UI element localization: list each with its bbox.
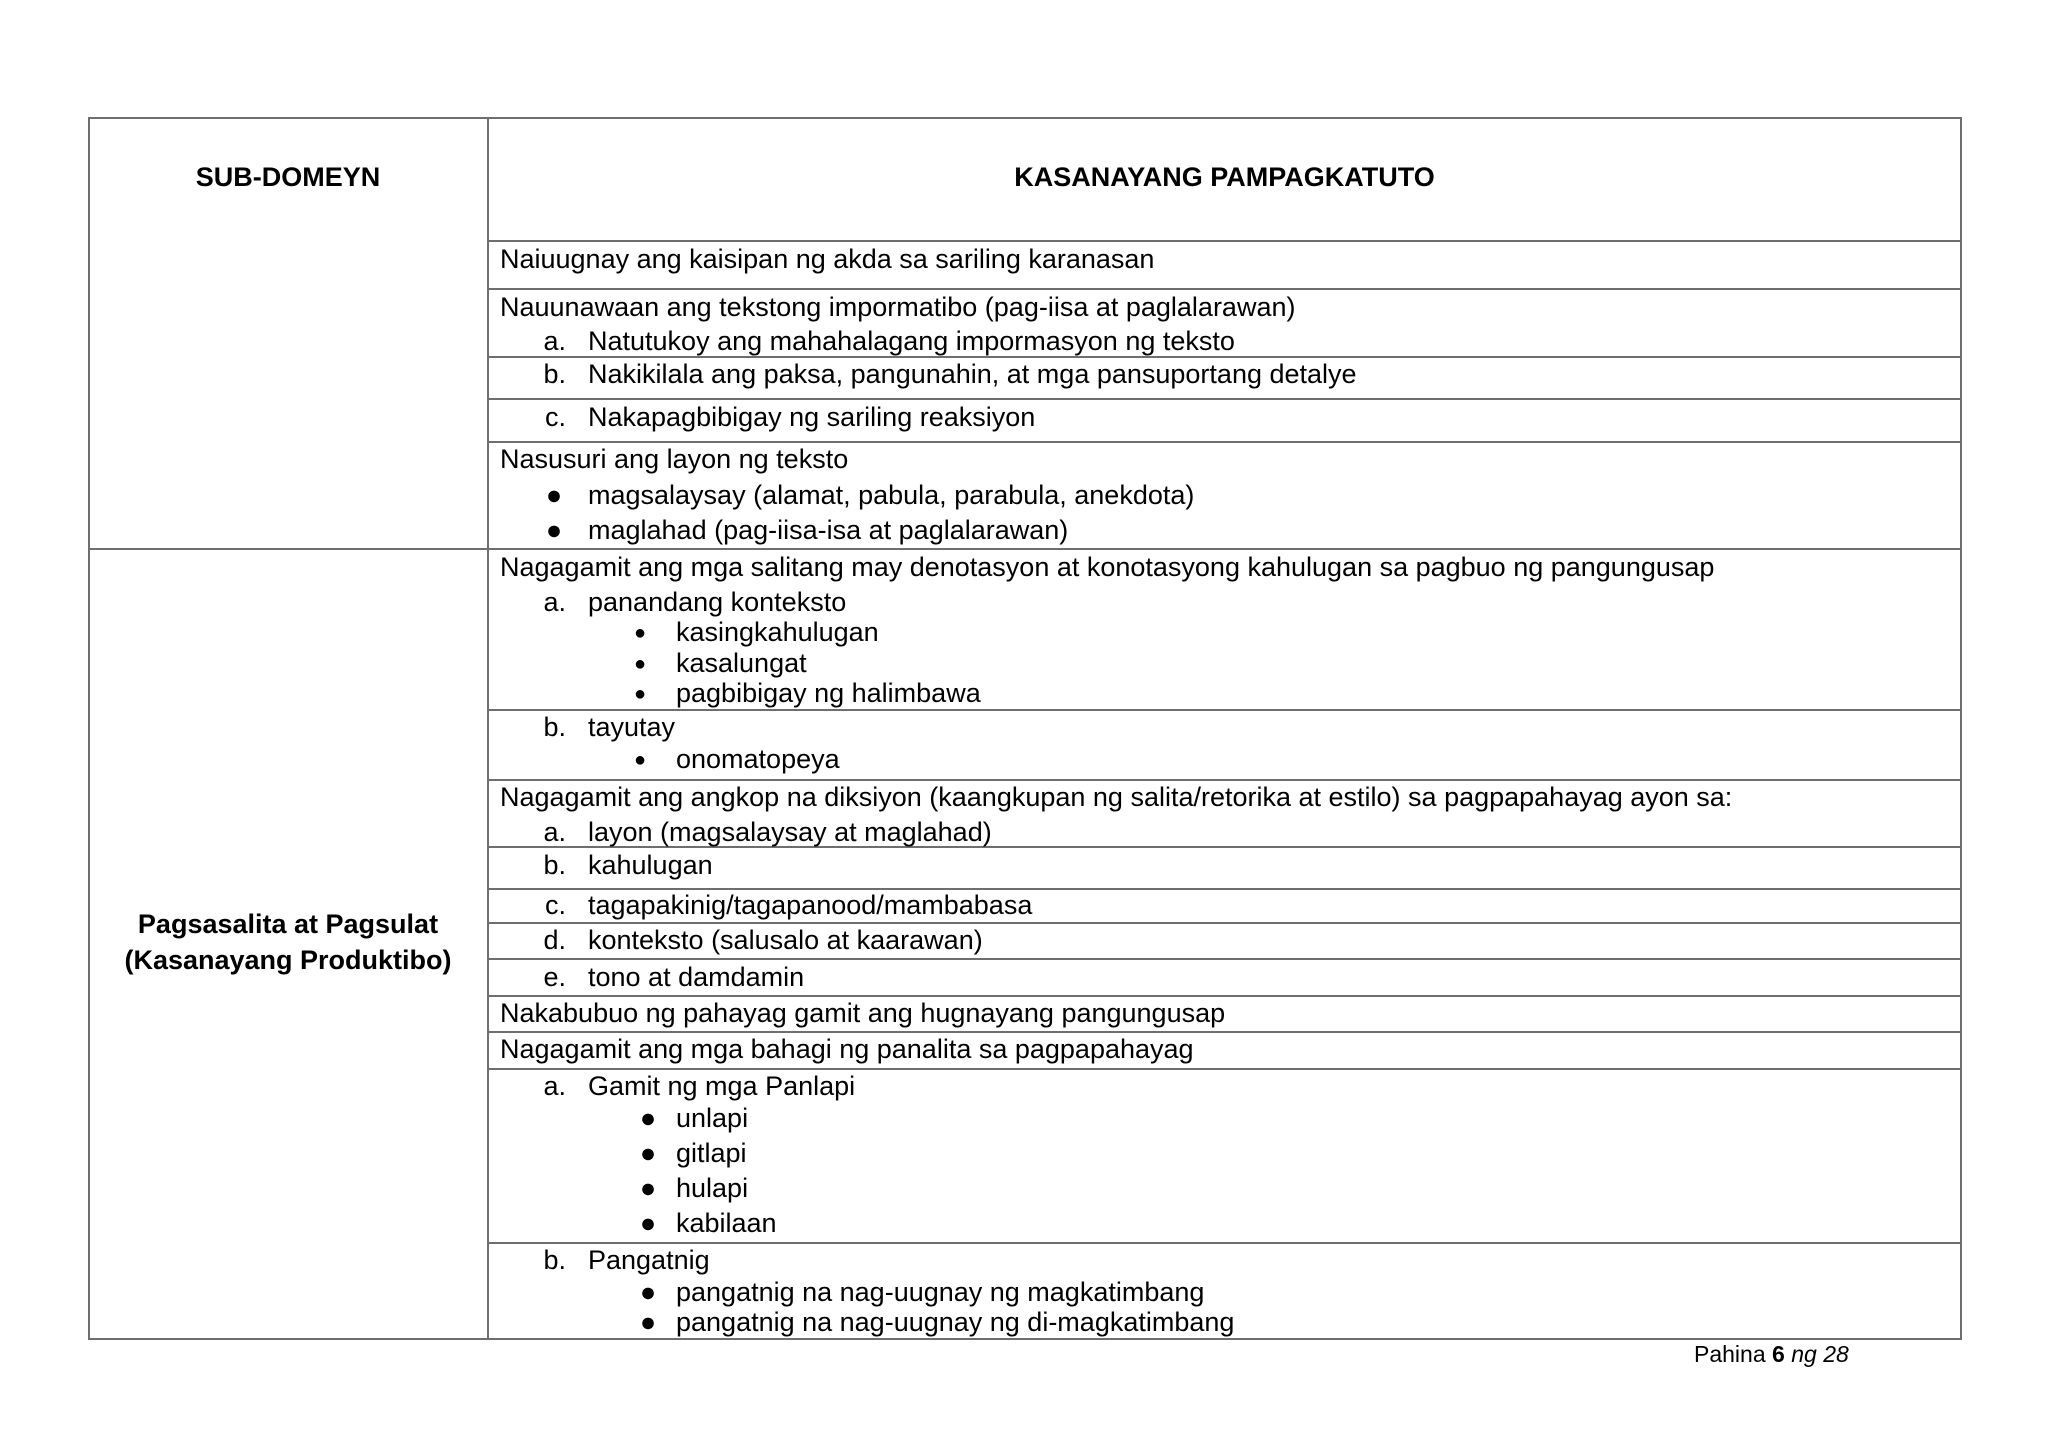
- table-border-top: [88, 117, 1962, 119]
- subdomain-label: (Kasanayang Produktibo): [124, 945, 452, 975]
- list-item-text: pangatnig na nag-uugnay ng magkatimbang: [676, 1277, 1205, 1307]
- bullet-icon: ●: [633, 749, 647, 771]
- bullet-icon: ●: [633, 683, 647, 705]
- list-item-text: layon (magsalaysay at maglahad): [588, 817, 992, 847]
- list-item-text: kabilaan: [676, 1208, 777, 1238]
- page-number: 6: [1772, 1341, 1785, 1367]
- list-marker: b.: [543, 850, 566, 880]
- competency-text: Nagagamit ang angkop na diksiyon (kaangkupan ng salita/retorika at estilo) sa pagpapahayag ayon sa:: [500, 782, 1733, 812]
- list-item-text: tayutay: [588, 712, 676, 742]
- column-divider: [487, 117, 489, 1338]
- list-item-text: Natutukoy ang mahahalagang impormasyon ng teksto: [588, 326, 1235, 356]
- competency-text: Nauunawaan ang tekstong impormatibo (pag-iisa at paglalarawan): [500, 292, 1296, 322]
- list-item-text: panandang konteksto: [588, 587, 847, 617]
- list-marker: e.: [543, 962, 566, 992]
- table-border-left: [88, 117, 90, 1338]
- list-marker: a.: [543, 1071, 566, 1101]
- list-item-text: hulapi: [676, 1173, 749, 1203]
- list-marker: c.: [544, 402, 566, 432]
- bullet-icon: ●: [639, 1307, 657, 1337]
- list-item-text: magsalaysay (alamat, pabula, parabula, anekdota): [588, 480, 1195, 510]
- list-item-text: pagbibigay ng halimbawa: [676, 678, 981, 708]
- list-item-text: kasingkahulugan: [676, 617, 879, 647]
- list-marker: b.: [543, 1245, 566, 1275]
- col1-header: SUB-DOMEYN: [195, 162, 381, 192]
- page-footer: [1694, 1339, 1849, 1369]
- bullet-icon: ●: [633, 653, 647, 675]
- bullet-icon: ●: [639, 1208, 657, 1238]
- list-item-text: unlapi: [676, 1103, 749, 1133]
- row-divider: [487, 398, 1962, 400]
- total-pages: 28: [1823, 1341, 1849, 1367]
- list-item-text: Pangatnig: [588, 1245, 710, 1275]
- page-word: Pahina: [1694, 1341, 1766, 1367]
- col2-header: KASANAYANG PAMPAGKATUTO: [1014, 162, 1435, 192]
- subdomain-label: Pagsasalita at Pagsulat: [137, 909, 439, 939]
- list-item-text: tono at damdamin: [588, 962, 805, 992]
- row-divider: [487, 709, 1962, 711]
- list-marker: a.: [543, 817, 566, 847]
- competency-text: Nakabubuo ng pahayag gamit ang hugnayang pangungusap: [500, 998, 1226, 1028]
- competency-text: Nagagamit ang mga salitang may denotasyon at konotasyong kahulugan sa pagbuo ng pangungusap: [500, 552, 1715, 582]
- bullet-icon: ●: [639, 1103, 657, 1133]
- list-item-text: kasalungat: [676, 648, 807, 678]
- list-marker: d.: [543, 925, 566, 955]
- competency-text: Nasusuri ang layon ng teksto: [500, 444, 849, 474]
- bullet-icon: ●: [639, 1138, 657, 1168]
- bullet-icon: ●: [639, 1277, 657, 1307]
- competency-text: Naiuugnay ang kaisipan ng akda sa sariling karanasan: [500, 244, 1155, 274]
- list-item-text: kahulugan: [588, 850, 713, 880]
- list-marker: a.: [543, 326, 566, 356]
- row-divider: [487, 288, 1962, 290]
- bullet-icon: ●: [545, 480, 563, 510]
- table-border-bottom: [88, 1338, 1962, 1340]
- list-item-text: Gamit ng mga Panlapi: [588, 1071, 856, 1101]
- list-item-text: tagapakinig/tagapanood/mambabasa: [588, 890, 1033, 920]
- row-divider: [487, 240, 1962, 242]
- list-item-text: Nakikilala ang paksa, pangunahin, at mga pansuportang detalye: [588, 359, 1357, 389]
- list-marker: c.: [544, 890, 566, 920]
- row-divider: [487, 958, 1962, 960]
- list-item-text: gitlapi: [676, 1138, 747, 1168]
- list-marker: b.: [543, 359, 566, 389]
- bullet-icon: ●: [633, 622, 647, 644]
- list-marker: a.: [543, 587, 566, 617]
- table-border-right: [1960, 117, 1962, 1338]
- list-item-text: konteksto (salusalo at kaarawan): [588, 925, 983, 955]
- list-item-text: pangatnig na nag-uugnay ng di-magkatimbang: [676, 1307, 1235, 1337]
- of-word: ng: [1791, 1341, 1817, 1367]
- list-item-text: Nakapagbibigay ng sariling reaksiyon: [588, 402, 1036, 432]
- competency-text: Nagagamit ang mga bahagi ng panalita sa pagpapahayag: [500, 1034, 1194, 1064]
- list-marker: b.: [543, 712, 566, 742]
- bullet-icon: ●: [639, 1173, 657, 1203]
- bullet-icon: ●: [545, 515, 563, 545]
- section-divider: [88, 548, 1962, 550]
- list-item-text: onomatopeya: [676, 744, 840, 774]
- list-item-text: maglahad (pag-iisa-isa at paglalarawan): [588, 515, 1069, 545]
